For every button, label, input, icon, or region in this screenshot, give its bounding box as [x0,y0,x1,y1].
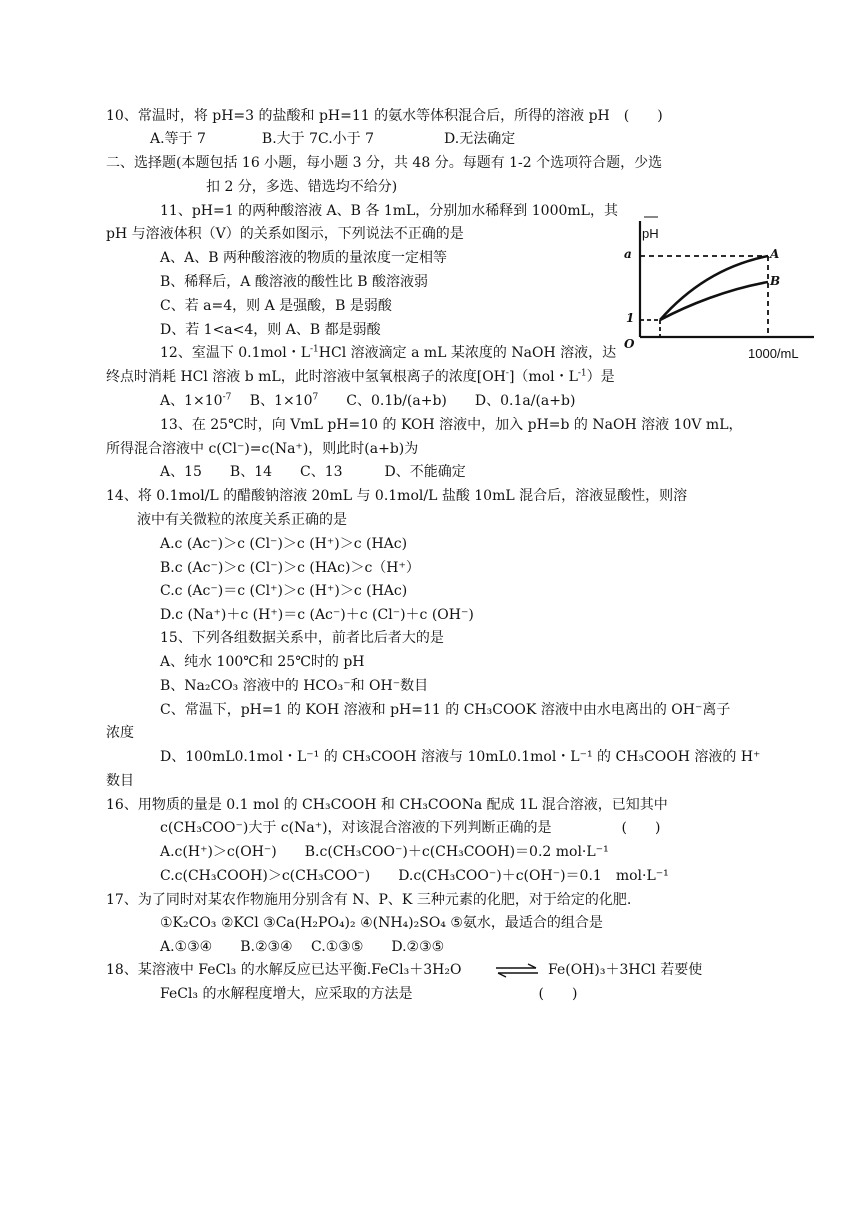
q13-options: A、15 B、14 C、13 D、不能确定 [160,464,466,480]
origin-label: O [624,337,635,351]
section2-heading: 二、选择题(本题包括 16 小题，每小题 3 分，共 48 分。每题有 1-2 个选项符合题，少选 [106,155,663,171]
q14-stem-cont: 液中有关微粒的浓度关系正确的是 [137,512,347,528]
q12-opt-a: A、1×10 [160,393,223,409]
q16-stem-cont: c(CH₃COO⁻)大于 c(Na⁺)，对该混合溶液的下列判断正确的是 ( ) [160,820,661,836]
q15-option-c-cont: 浓度 [106,725,134,741]
ph-dilution-graph [618,213,818,373]
curve-b [660,282,768,320]
q17-stem: 17、为了同时对某农作物施用分别含有 N、P、K 三种元素的化肥，对于给定的化肥. [106,892,632,908]
q14-option-b: B.c (Ac⁻)＞c (Cl⁻)＞c (HAc)＞c（H⁺） [160,560,420,576]
q12-cont-part3: ）是 [586,369,615,385]
q16-options-cd: C.c(CH₃COOH)＞c(CH₃COO⁻) D.c(CH₃COO⁻)＋c(OH⁻)＝0.1 mol·L⁻¹ [160,868,669,884]
q12-opt-cd: C、0.1b/(a+b) D、0.1a/(a+b) [318,393,576,409]
q12-stem [160,343,616,363]
q16-stem: 16、用物质的量是 0.1 mol 的 CH₃COOH 和 CH₃COONa 配成 1L 混合溶液，已知其中 [106,797,668,813]
q14-option-d: D.c (Na⁺)＋c (H⁺)＝c (Ac⁻)＋c (Cl⁻)＋c (OH⁻) [160,607,474,623]
q11-option-c: C、若 a=4，则 A 是强酸，B 是弱酸 [160,298,392,314]
q11-stem-cont: pH 与溶液体积（V）的关系如图示，下列说法不正确的是 [106,226,464,242]
q18-stem: 18、某溶液中 FeCl₃ 的水解反应已达平衡.FeCl₃＋3H₂O [106,962,462,978]
y-mark-a: a [624,247,632,261]
q12-opt-b-sup: 7 [312,392,319,403]
q15-option-d: D、100mL0.1mol・L⁻¹ 的 CH₃COOH 溶液与 10mL0.1mol・L⁻¹ 的 CH₃COOH 溶液的 H⁺ [160,749,761,765]
q18-stem-products: Fe(OH)₃＋3HCl 若要使 [548,962,703,978]
q17-compounds: ①K₂CO₃ ②KCl ③Ca(H₂PO₄)₂ ④(NH₄)₂SO₄ ⑤氨水，最适合的组合是 [160,915,603,931]
curve-a [660,256,768,320]
q12-stem-part1: 12、室温下 0.1mol・L [160,345,311,361]
q12-options [160,391,575,411]
q15-stem: 15、下列各组数据关系中，前者比后者大的是 [160,630,444,646]
q11-option-a: A、A、B 两种酸溶液的物质的量浓度一定相等 [160,250,447,266]
q13-stem-cont: 所得混合溶液中 c(Cl⁻)=c(Na⁺)，则此时(a+b)为 [106,441,419,457]
q10-options: A.等于 7 B.大于 7C.小于 7 D.无法确定 [150,131,516,147]
q14-option-c: C.c (Ac⁻)＝c (Cl⁺)＞c (H⁺)＞c (HAc) [160,583,408,599]
q12-stem-cont [106,367,615,387]
q13-stem: 13、在 25℃时，向 VmL pH=10 的 KOH 溶液中，加入 pH=b 的 NaOH 溶液 10V mL， [160,417,743,433]
q12-cont-sup2: -1 [577,368,587,379]
q15-option-d-cont: 数目 [106,773,134,789]
curve-b-label: B [770,274,781,288]
q12-opt-a-sup: -7 [222,392,232,403]
q14-option-a: A.c (Ac⁻)＞c (Cl⁻)＞c (H⁺)＞c (HAc) [160,536,408,552]
x-axis-label: 1000/mL [748,346,799,361]
q12-opt-b: B、1×10 [231,393,313,409]
q14-stem: 14、将 0.1mol/L 的醋酸钠溶液 20mL 与 0.1mol/L 盐酸 10mL 混合后，溶液显酸性，则溶 [106,488,688,504]
q11-stem: 11、pH=1 的两种酸溶液 A、B 各 1mL，分别加水稀释到 1000mL，其 [160,203,618,219]
q11-option-b: B、稀释后，A 酸溶液的酸性比 B 酸溶液弱 [160,274,429,290]
y-axis-label: pH [642,226,659,241]
curve-a-label: A [770,247,780,261]
q12-stem-part2: HCl 溶液滴定 a mL 某浓度的 NaOH 溶液，达 [318,345,617,361]
q12-cont-sup1: - [505,368,509,379]
q16-options-ab: A.c(H⁺)＞c(OH⁻) B.c(CH₃COO⁻)＋c(CH₃COOH)＝0.2 mol·L⁻¹ [160,844,609,860]
q18-stem-cont: FeCl₃ 的水解程度增大，应采取的方法是 ( ) [160,986,578,1002]
q15-option-b: B、Na₂CO₃ 溶液中的 HCO₃⁻和 OH⁻数目 [160,678,429,694]
q12-sup: -1 [310,344,319,355]
q10-stem: 10、常温时，将 pH=3 的盐酸和 pH=11 的氨水等体积混合后，所得的溶液 pH ( ) [106,108,663,124]
q11-option-d: D、若 1<a<4，则 A、B 都是弱酸 [160,322,381,338]
q12-cont-part2: ]（mol・L [508,369,578,385]
equilibrium-arrow-icon [494,960,540,980]
y-mark-1: 1 [626,311,635,325]
q17-options: A.①③④ B.②③④ C.①③⑤ D.②③⑤ [160,939,445,955]
q12-cont-part1: 终点时消耗 HCl 溶液 b mL，此时溶液中氢氧根离子的浓度[OH [106,369,506,385]
q15-option-a: A、纯水 100℃和 25℃时的 pH [160,654,365,670]
q15-option-c: C、常温下，pH=1 的 KOH 溶液和 pH=11 的 CH₃COOK 溶液中由水电离出的 OH⁻离子 [160,702,731,718]
section2-heading-cont: 扣 2 分，多选、错选均不给分) [206,179,398,195]
